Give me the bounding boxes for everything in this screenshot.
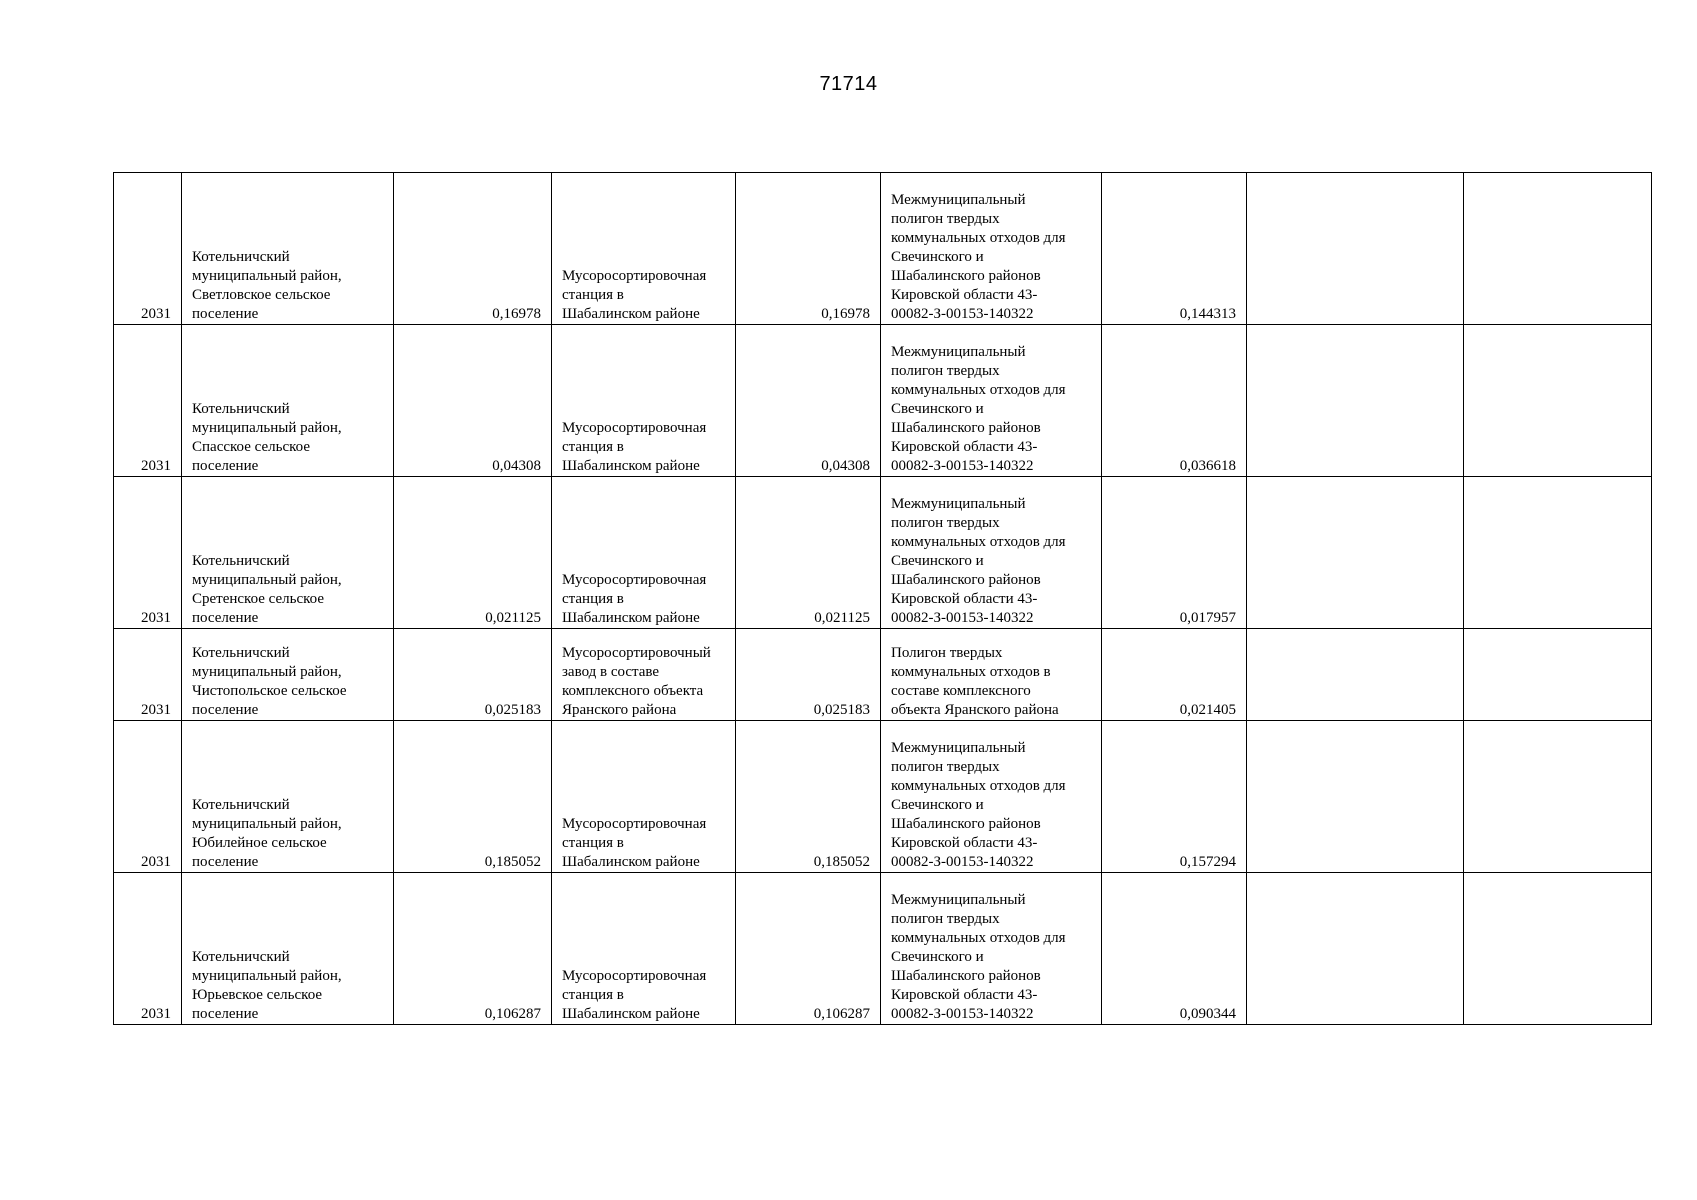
volume-cell: 0,185052 <box>394 721 552 873</box>
table-row <box>114 873 1652 1025</box>
year-cell: 2031 <box>114 873 182 1025</box>
settlement-cell: Котельничский муниципальный район, Спасское сельское поселение <box>182 325 394 477</box>
table-row <box>114 629 1652 721</box>
empty-cell <box>1247 173 1464 325</box>
empty-cell <box>1464 173 1652 325</box>
year-cell: 2031 <box>114 629 182 721</box>
volume-cell: 0,021405 <box>1102 629 1247 721</box>
landfill-cell: Межмуниципальный полигон твердых коммунальных отходов для Свечинского и Шабалинского районов Кировской области 43- 00082-З-00153-140322 <box>881 873 1102 1025</box>
landfill-cell: Межмуниципальный полигон твердых коммунальных отходов для Свечинского и Шабалинского районов Кировской области 43- 00082-З-00153-140322 <box>881 173 1102 325</box>
table-row <box>114 477 1652 629</box>
volume-cell: 0,021125 <box>736 477 881 629</box>
volume-cell: 0,16978 <box>394 173 552 325</box>
settlement-cell: Котельничский муниципальный район, Юбилейное сельское поселение <box>182 721 394 873</box>
settlement-cell: Котельничский муниципальный район, Светловское сельское поселение <box>182 173 394 325</box>
table-row <box>114 325 1652 477</box>
volume-cell: 0,036618 <box>1102 325 1247 477</box>
volume-cell: 0,157294 <box>1102 721 1247 873</box>
table-row <box>114 173 1652 325</box>
year-cell: 2031 <box>114 477 182 629</box>
year-cell: 2031 <box>114 173 182 325</box>
sorting-facility-cell: Мусоросортировочная станция в Шабалинском районе <box>552 325 736 477</box>
empty-cell <box>1247 325 1464 477</box>
sorting-facility-cell: Мусоросортировочная станция в Шабалинском районе <box>552 173 736 325</box>
volume-cell: 0,021125 <box>394 477 552 629</box>
volume-cell: 0,025183 <box>736 629 881 721</box>
settlement-cell: Котельничский муниципальный район, Сретенское сельское поселение <box>182 477 394 629</box>
empty-cell <box>1464 721 1652 873</box>
volume-cell: 0,106287 <box>394 873 552 1025</box>
sorting-facility-cell: Мусоросортировочная станция в Шабалинском районе <box>552 721 736 873</box>
sorting-facility-cell: Мусоросортировочная станция в Шабалинском районе <box>552 873 736 1025</box>
empty-cell <box>1247 629 1464 721</box>
empty-cell <box>1247 721 1464 873</box>
volume-cell: 0,017957 <box>1102 477 1247 629</box>
volume-cell: 0,025183 <box>394 629 552 721</box>
volume-cell: 0,04308 <box>736 325 881 477</box>
empty-cell <box>1464 325 1652 477</box>
sorting-facility-cell: Мусоросортировочный завод в составе комплексного объекта Яранского района <box>552 629 736 721</box>
landfill-cell: Межмуниципальный полигон твердых коммунальных отходов для Свечинского и Шабалинского районов Кировской области 43- 00082-З-00153-140322 <box>881 325 1102 477</box>
settlement-cell: Котельничский муниципальный район, Чистопольское сельское поселение <box>182 629 394 721</box>
table-row <box>114 721 1652 873</box>
page-number: 71714 <box>819 73 878 95</box>
volume-cell: 0,090344 <box>1102 873 1247 1025</box>
volume-cell: 0,04308 <box>394 325 552 477</box>
year-cell: 2031 <box>114 325 182 477</box>
settlement-cell: Котельничский муниципальный район, Юрьевское сельское поселение <box>182 873 394 1025</box>
landfill-cell: Межмуниципальный полигон твердых коммунальных отходов для Свечинского и Шабалинского районов Кировской области 43- 00082-З-00153-140322 <box>881 477 1102 629</box>
empty-cell <box>1464 477 1652 629</box>
volume-cell: 0,16978 <box>736 173 881 325</box>
sorting-facility-cell: Мусоросортировочная станция в Шабалинском районе <box>552 477 736 629</box>
landfill-cell: Полигон твердых коммунальных отходов в составе комплексного объекта Яранского района <box>881 629 1102 721</box>
empty-cell <box>1247 477 1464 629</box>
year-cell: 2031 <box>114 721 182 873</box>
volume-cell: 0,144313 <box>1102 173 1247 325</box>
empty-cell <box>1464 873 1652 1025</box>
empty-cell <box>1247 873 1464 1025</box>
landfill-cell: Межмуниципальный полигон твердых коммунальных отходов для Свечинского и Шабалинского районов Кировской области 43- 00082-З-00153-140322 <box>881 721 1102 873</box>
volume-cell: 0,185052 <box>736 721 881 873</box>
empty-cell <box>1464 629 1652 721</box>
waste-flow-table <box>113 172 1652 1025</box>
volume-cell: 0,106287 <box>736 873 881 1025</box>
